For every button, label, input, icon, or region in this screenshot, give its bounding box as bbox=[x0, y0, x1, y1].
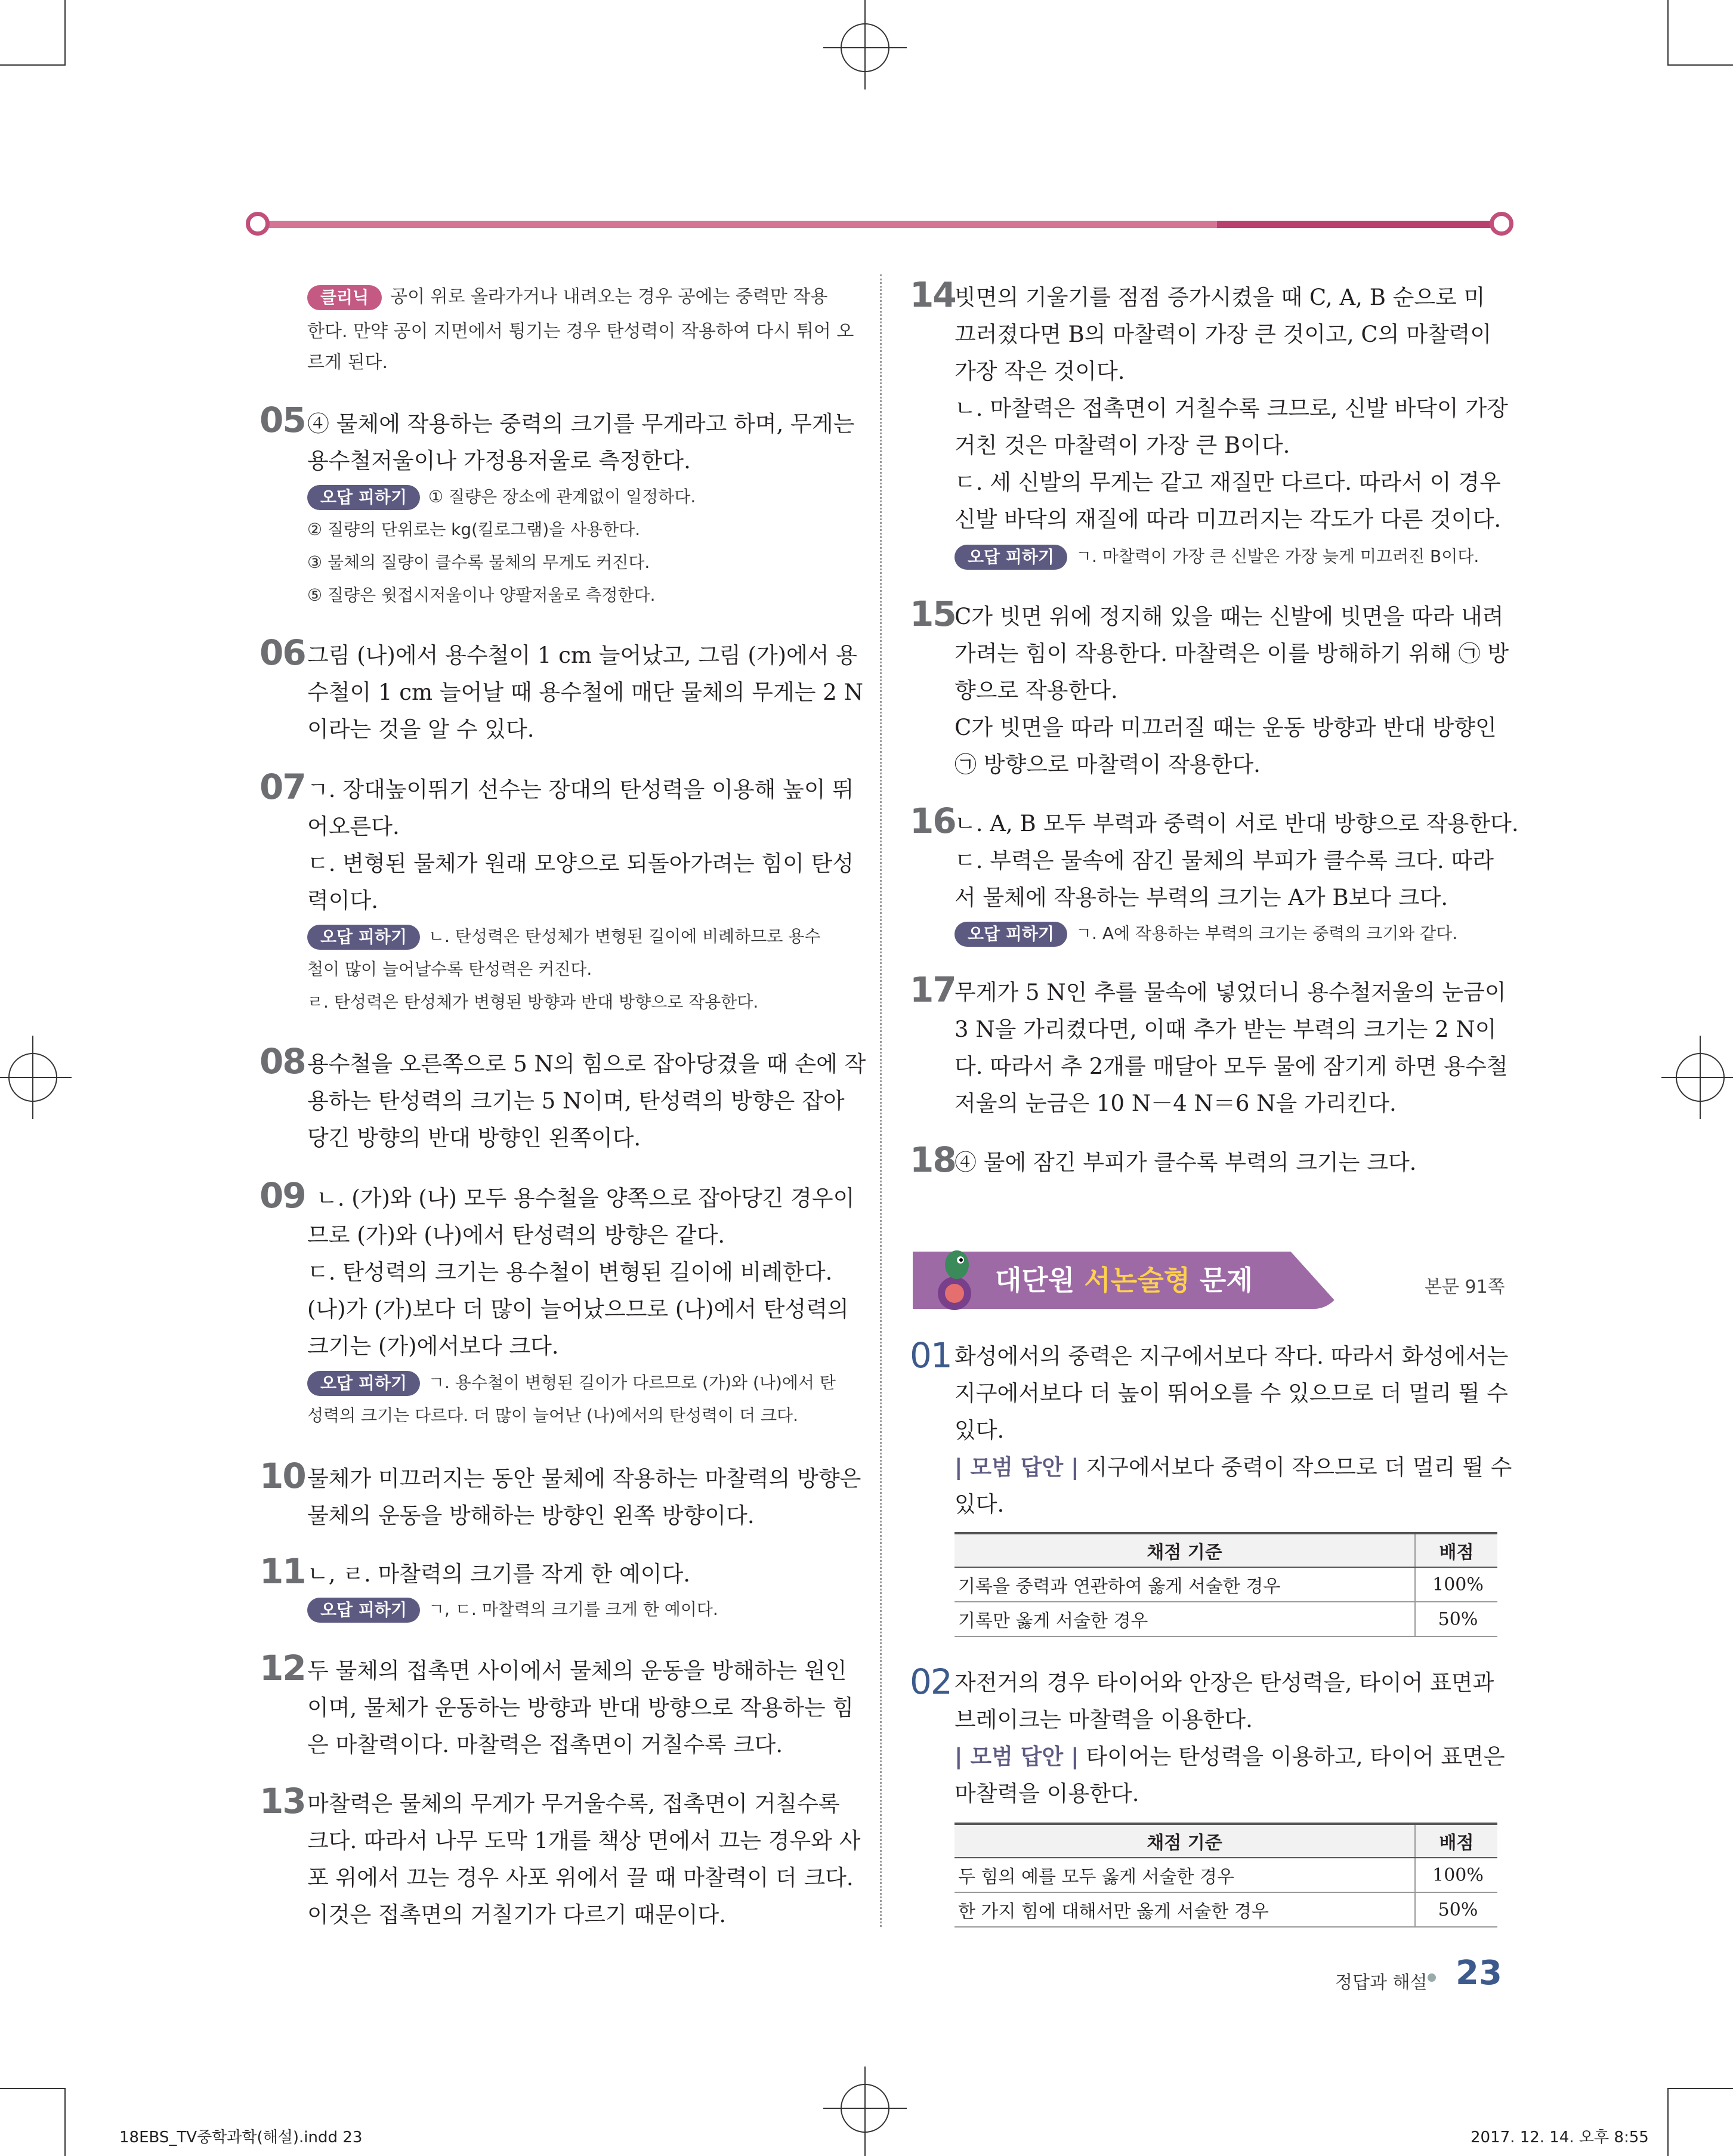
answer-line: 그림 (나)에서 용수철이 1 cm 늘어났고, 그림 (가)에서 용 bbox=[307, 643, 858, 668]
answer-line: 거친 것은 마찰력이 가장 큰 B이다. bbox=[954, 433, 1290, 458]
answer-line: 용수철을 오른쪽으로 5 N의 힘으로 잡아당겼을 때 손에 작 bbox=[307, 1051, 866, 1077]
crop-mark bbox=[0, 2088, 66, 2089]
registration-mark bbox=[823, 2067, 907, 2156]
tip-line: ③ 물체의 질량이 클수록 물체의 무게도 커진다. bbox=[307, 552, 650, 572]
question-number: 12 bbox=[260, 1648, 305, 1688]
answer-line: 신발 바닥의 재질에 따라 미끄러지는 각도가 다른 것이다. bbox=[954, 506, 1502, 532]
answer-line: ㄷ. 탄성력의 크기는 용수철이 변형된 길이에 비례한다. bbox=[307, 1259, 833, 1285]
page-reference: 본문 91쪽 bbox=[1425, 1277, 1505, 1298]
question-number: 14 bbox=[910, 274, 956, 315]
tip-line: 철이 많이 늘어날수록 탄성력은 커진다. bbox=[307, 959, 592, 979]
crop-mark bbox=[0, 64, 66, 66]
grading-table bbox=[954, 1532, 1497, 1637]
answer-line: 저울의 눈금은 10 N－4 N＝6 N을 가리킨다. bbox=[954, 1091, 1397, 1116]
registration-mark bbox=[823, 0, 907, 89]
answer-line: 향으로 작용한다. bbox=[954, 678, 1118, 703]
question-number: 11 bbox=[260, 1551, 305, 1592]
answer-line: 빗면의 기울기를 점점 증가시켰을 때 C, A, B 순으로 미 bbox=[954, 285, 1485, 310]
answer-line: 브레이크는 마찰력을 이용한다. bbox=[954, 1707, 1253, 1732]
tip-line: ⑤ 질량은 윗접시저울이나 양팔저울로 측정한다. bbox=[307, 585, 656, 605]
answer-line: (나)가 (가)보다 더 많이 늘어났으므로 (나)에서 탄성력의 bbox=[307, 1296, 849, 1322]
print-file-name: 18EBS_TV중학과학(해설).indd 23 bbox=[119, 2129, 363, 2146]
table-row: 두 힘의 예를 모두 옳게 서술한 경우 100% bbox=[954, 1858, 1497, 1892]
tip-line: 오답 피하기 ㄱ. 마찰력이 가장 큰 신발은 가장 늦게 미끄러진 B이다. bbox=[954, 540, 1479, 573]
question-number: 09 bbox=[260, 1175, 305, 1216]
footer-dot bbox=[1428, 1973, 1436, 1982]
question-number: 10 bbox=[260, 1456, 305, 1496]
model-answer-label: | 모범 답안 | bbox=[954, 1744, 1079, 1769]
answer-line: 포 위에서 끄는 경우 사포 위에서 끌 때 마찰력이 더 크다. bbox=[307, 1865, 854, 1891]
tip-line: ㄹ. 탄성력은 탄성체가 변형된 방향과 반대 방향으로 작용한다. bbox=[307, 992, 759, 1012]
footer-label: 정답과 해설 bbox=[1335, 1972, 1428, 1993]
clinic-line: 르게 된다. bbox=[307, 352, 388, 373]
question-number: 06 bbox=[260, 632, 305, 673]
answer-line: 무게가 5 N인 추를 물속에 넣었더니 용수철저울의 눈금이 bbox=[954, 980, 1506, 1005]
answer-line: ㄴ. A, B 모두 부력과 중력이 서로 반대 방향으로 작용한다. bbox=[954, 811, 1519, 836]
answer-line: 서 물체에 작용하는 부력의 크기는 A가 B보다 크다. bbox=[954, 885, 1448, 910]
answer-line: 있다. bbox=[954, 1417, 1005, 1443]
table-header: 배점 bbox=[1415, 1533, 1497, 1567]
answer-line: 크다. 따라서 나무 도막 1개를 책상 면에서 끄는 경우와 사 bbox=[307, 1828, 861, 1854]
table-row: 기록만 옳게 서술한 경우 50% bbox=[954, 1602, 1497, 1636]
table-row: 한 가지 힘에 대해서만 옳게 서술한 경우 50% bbox=[954, 1892, 1497, 1927]
model-answer-line: | 모범 답안 | 타이어는 탄성력을 이용하고, 타이어 표면은 bbox=[954, 1744, 1505, 1769]
answer-line: 다. 따라서 추 2개를 매달아 모두 물에 잠기게 하면 용수철 bbox=[954, 1054, 1508, 1079]
crop-mark bbox=[1667, 2088, 1733, 2089]
answer-line: ㄱ. 장대높이뛰기 선수는 장대의 탄성력을 이용해 높이 뛰 bbox=[307, 777, 854, 802]
tip-badge: 오답 피하기 bbox=[954, 545, 1067, 570]
question-number: 17 bbox=[910, 969, 956, 1010]
answer-line: ④ 물에 잠긴 부피가 클수록 부력의 크기는 크다. bbox=[954, 1150, 1417, 1175]
answer-line: 당긴 방향의 반대 방향인 왼쪽이다. bbox=[307, 1125, 641, 1151]
tip-badge: 오답 피하기 bbox=[307, 1371, 420, 1396]
answer-line: 력이다. bbox=[307, 888, 378, 913]
answer-line: 므로 (가)와 (나)에서 탄성력의 방향은 같다. bbox=[307, 1222, 725, 1248]
answer-line: 이라는 것을 알 수 있다. bbox=[307, 716, 535, 742]
registration-mark bbox=[1661, 1036, 1733, 1119]
model-answer-line: 마찰력을 이용한다. bbox=[954, 1781, 1139, 1806]
answer-line: ㄴ, ㄹ. 마찰력의 크기를 작게 한 예이다. bbox=[307, 1561, 690, 1587]
clinic-badge: 클리닉 bbox=[307, 285, 382, 310]
tip-line: 오답 피하기 ㄱ. 용수철이 변형된 길이가 다르므로 (가)와 (나)에서 탄 bbox=[307, 1366, 836, 1400]
crop-mark bbox=[1667, 0, 1669, 66]
answer-line: ㄷ. 세 신발의 무게는 같고 재질만 다르다. 따라서 이 경우 bbox=[954, 469, 1501, 495]
registration-mark bbox=[0, 1036, 72, 1119]
table-header: 배점 bbox=[1415, 1824, 1497, 1858]
question-number: 08 bbox=[260, 1041, 305, 1082]
mascot-icon bbox=[931, 1247, 978, 1312]
tip-badge: 오답 피하기 bbox=[307, 1598, 420, 1623]
answer-line: 크기는 (가)에서보다 크다. bbox=[307, 1333, 559, 1359]
question-number: 18 bbox=[910, 1139, 956, 1180]
clinic-line: 한다. 만약 공이 지면에서 튕기는 경우 탄성력이 작용하여 다시 튀어 오 bbox=[307, 321, 854, 342]
answer-line: 가장 작은 것이다. bbox=[954, 359, 1125, 384]
answer-line: 두 물체의 접촉면 사이에서 물체의 운동을 방해하는 원인 bbox=[307, 1658, 847, 1684]
model-answer-label: | 모범 답안 | bbox=[954, 1454, 1079, 1480]
answer-line: ㄷ. 변형된 물체가 원래 모양으로 되돌아가려는 힘이 탄성 bbox=[307, 851, 854, 876]
answer-line: ㉠ 방향으로 마찰력이 작용한다. bbox=[954, 752, 1261, 777]
tip-line: 오답 피하기 ㄱ, ㄷ. 마찰력의 크기를 크게 한 예이다. bbox=[307, 1593, 718, 1626]
answer-line: 마찰력은 물체의 무게가 무거울수록, 접촉면이 거칠수록 bbox=[307, 1791, 840, 1817]
answer-line: ㄷ. 부력은 물속에 잠긴 물체의 부피가 클수록 크다. 따라 bbox=[954, 848, 1494, 873]
answer-line: 수철이 1 cm 늘어날 때 용수철에 매단 물체의 무게는 2 N bbox=[307, 679, 863, 705]
answer-line: ④ 물체에 작용하는 중력의 크기를 무게라고 하며, 무게는 bbox=[307, 411, 855, 437]
answer-line: 가려는 힘이 작용한다. 마찰력은 이를 방해하기 위해 ㉠ 방 bbox=[954, 641, 1509, 666]
tip-line: 오답 피하기 ㄴ. 탄성력은 탄성체가 변형된 길이에 비례하므로 용수 bbox=[307, 920, 820, 953]
answer-line: 지구에서보다 더 높이 뛰어오를 수 있으므로 더 멀리 뛸 수 bbox=[954, 1380, 1508, 1406]
table-row: 기록을 중력과 연관하여 옳게 서술한 경우 100% bbox=[954, 1567, 1497, 1602]
tip-line: 오답 피하기 ㄱ. A에 작용하는 부력의 크기는 중력의 크기와 같다. bbox=[954, 917, 1457, 950]
answer-line: C가 빗면을 따라 미끄러질 때는 운동 방향과 반대 방향인 bbox=[954, 715, 1497, 740]
answer-line: 어오른다. bbox=[307, 814, 400, 839]
question-number: 02 bbox=[910, 1661, 952, 1702]
model-answer-line: | 모범 답안 | 지구에서보다 중력이 작으므로 더 멀리 뛸 수 bbox=[954, 1454, 1512, 1480]
crop-mark bbox=[64, 0, 66, 66]
answer-line: 화성에서의 중력은 지구에서보다 작다. 따라서 화성에서는 bbox=[954, 1343, 1509, 1369]
tip-line: 오답 피하기 ① 질량은 장소에 관계없이 일정하다. bbox=[307, 480, 696, 514]
clinic-line: 클리닉 공이 위로 올라가거나 내려오는 경우 공에는 중력만 작용 bbox=[307, 280, 827, 314]
answer-line: ㄴ. 마찰력은 접촉면이 거칠수록 크므로, 신발 바닥이 가장 bbox=[954, 396, 1508, 421]
question-number: 15 bbox=[910, 594, 956, 634]
header-bar-dot bbox=[246, 212, 270, 236]
model-answer-line: 있다. bbox=[954, 1491, 1005, 1517]
tip-badge: 오답 피하기 bbox=[307, 925, 420, 950]
answer-line: 3 N을 가리켰다면, 이때 추가 받는 부력의 크기는 2 N이 bbox=[954, 1017, 1497, 1042]
crop-mark bbox=[64, 2088, 66, 2156]
answer-line: ㄴ. (가)와 (나) 모두 용수철을 양쪽으로 잡아당긴 경우이 bbox=[316, 1185, 855, 1211]
column-divider bbox=[880, 274, 882, 1927]
header-bar-dot bbox=[1490, 212, 1513, 236]
answer-line: 물체의 운동을 방해하는 방향인 왼쪽 방향이다. bbox=[307, 1503, 755, 1528]
question-number: 05 bbox=[260, 400, 305, 440]
tip-badge: 오답 피하기 bbox=[307, 485, 420, 510]
answer-line: 이며, 물체가 운동하는 방향과 반대 방향으로 작용하는 힘 bbox=[307, 1695, 854, 1721]
tip-line: ② 질량의 단위로는 kg(킬로그램)을 사용한다. bbox=[307, 520, 641, 539]
answer-line: 물체가 미끄러지는 동안 물체에 작용하는 마찰력의 방향은 bbox=[307, 1466, 861, 1491]
crop-mark bbox=[1667, 2088, 1669, 2156]
answer-line: 은 마찰력이다. 마찰력은 접촉면이 거칠수록 크다. bbox=[307, 1732, 783, 1757]
tip-line: 성력의 크기는 다르다. 더 많이 늘어난 (나)에서의 탄성력이 더 크다. bbox=[307, 1406, 799, 1425]
answer-line: 용하는 탄성력의 크기는 5 N이며, 탄성력의 방향은 잡아 bbox=[307, 1088, 845, 1114]
answer-line: 용수철저울이나 가정용저울로 측정한다. bbox=[307, 448, 691, 474]
tip-badge: 오답 피하기 bbox=[954, 922, 1067, 947]
answer-line: 자전거의 경우 타이어와 안장은 탄성력을, 타이어 표면과 bbox=[954, 1670, 1494, 1695]
table-header: 채점 기준 bbox=[954, 1533, 1415, 1567]
question-number: 16 bbox=[910, 801, 956, 841]
question-number: 01 bbox=[910, 1335, 952, 1376]
section-title: 대단원 서논술형 문제 bbox=[995, 1264, 1253, 1296]
table-header: 채점 기준 bbox=[954, 1824, 1415, 1858]
answer-line: C가 빗면 위에 정지해 있을 때는 신발에 빗면을 따라 내려 bbox=[954, 604, 1504, 629]
grading-table bbox=[954, 1823, 1497, 1928]
answer-line: 끄러졌다면 B의 마찰력이 가장 큰 것이고, C의 마찰력이 bbox=[954, 322, 1492, 347]
answer-line: 이것은 접촉면의 거칠기가 다르기 때문이다. bbox=[307, 1902, 727, 1928]
question-number: 13 bbox=[260, 1781, 305, 1821]
page-number: 23 bbox=[1456, 1954, 1502, 1993]
header-bar-accent bbox=[1217, 221, 1503, 228]
crop-mark bbox=[1667, 64, 1733, 66]
print-date: 2017. 12. 14. 오후 8:55 bbox=[1471, 2129, 1649, 2146]
question-number: 07 bbox=[260, 767, 305, 807]
